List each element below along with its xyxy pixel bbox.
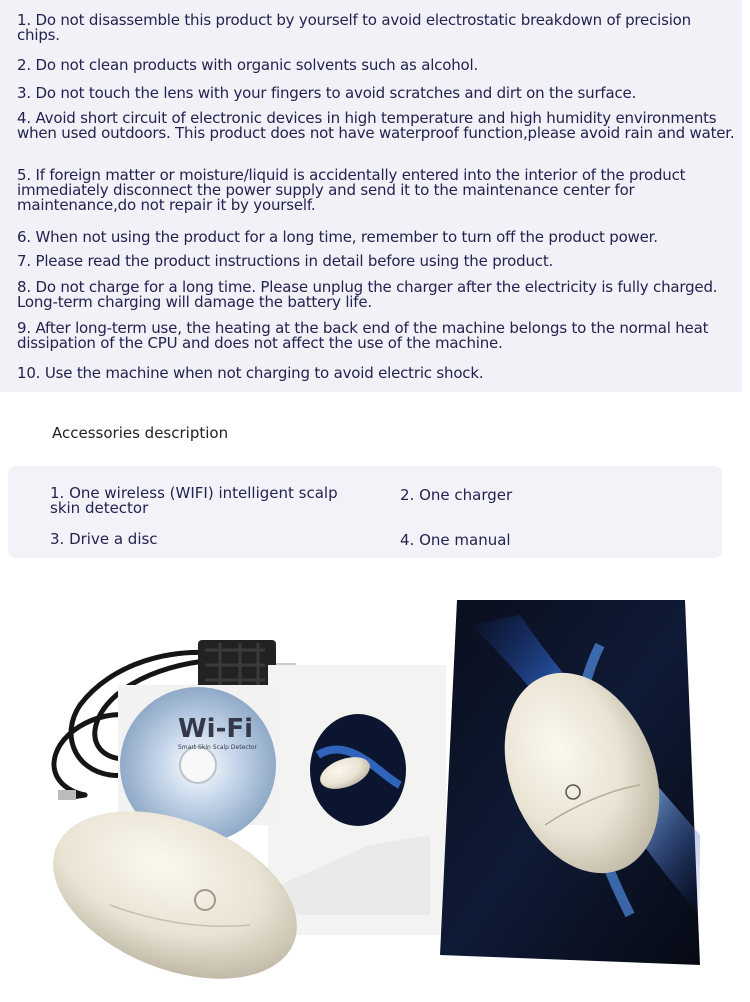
- note-5: 5. If foreign matter or moisture/liquid is accidentally entered into the interior of the product immediately disconnect the power supply and send it to the maintenance center for maintenance,do not repair it by yourself.: [17, 166, 686, 214]
- accessory-item-2: 2. One charger: [400, 486, 513, 504]
- manual: [268, 665, 446, 935]
- accessory-item-1: 1. One wireless (WIFI) intelligent scalp skin detector: [50, 484, 338, 517]
- note-7: 7. Please read the product instructions in detail before using the product.: [17, 252, 554, 270]
- disc-sublabel: Smart Skin Scalp Detector: [178, 744, 258, 751]
- accessory-item-3: 3. Drive a disc: [50, 530, 158, 548]
- accessories-title: Accessories description: [52, 424, 229, 442]
- precautions-panel: [0, 0, 742, 392]
- note-4: 4. Avoid short circuit of electronic devices in high temperature and high humidity environments when used outdoors. This product does not have waterproof function,please avoid rain and water.: [17, 109, 735, 142]
- product-photo: [0, 585, 750, 1002]
- note-3: 3. Do not touch the lens with your fingers to avoid scratches and dirt on the surface.: [17, 84, 637, 102]
- accessories-panel: [8, 466, 722, 558]
- disc-label: Wi-Fi: [178, 714, 254, 744]
- note-6: 6. When not using the product for a long time, remember to turn off the product power.: [17, 228, 658, 246]
- note-10: 10. Use the machine when not charging to avoid electric shock.: [17, 364, 484, 382]
- note-9: 9. After long-term use, the heating at the back end of the machine belongs to the normal heat dissipation of the CPU and does not affect the use of the machine.: [17, 319, 709, 352]
- note-2: 2. Do not clean products with organic solvents such as alcohol.: [17, 56, 479, 74]
- note-8: 8. Do not charge for a long time. Please unplug the charger after the electricity is fully charged. Long-term charging will damage the battery life.: [17, 278, 718, 311]
- note-1: 1. Do not disassemble this product by yourself to avoid electrostatic breakdown of precision chips.: [17, 11, 691, 44]
- product-box: [440, 600, 700, 965]
- usb-plug: [58, 790, 76, 800]
- accessory-item-4: 4. One manual: [400, 531, 511, 549]
